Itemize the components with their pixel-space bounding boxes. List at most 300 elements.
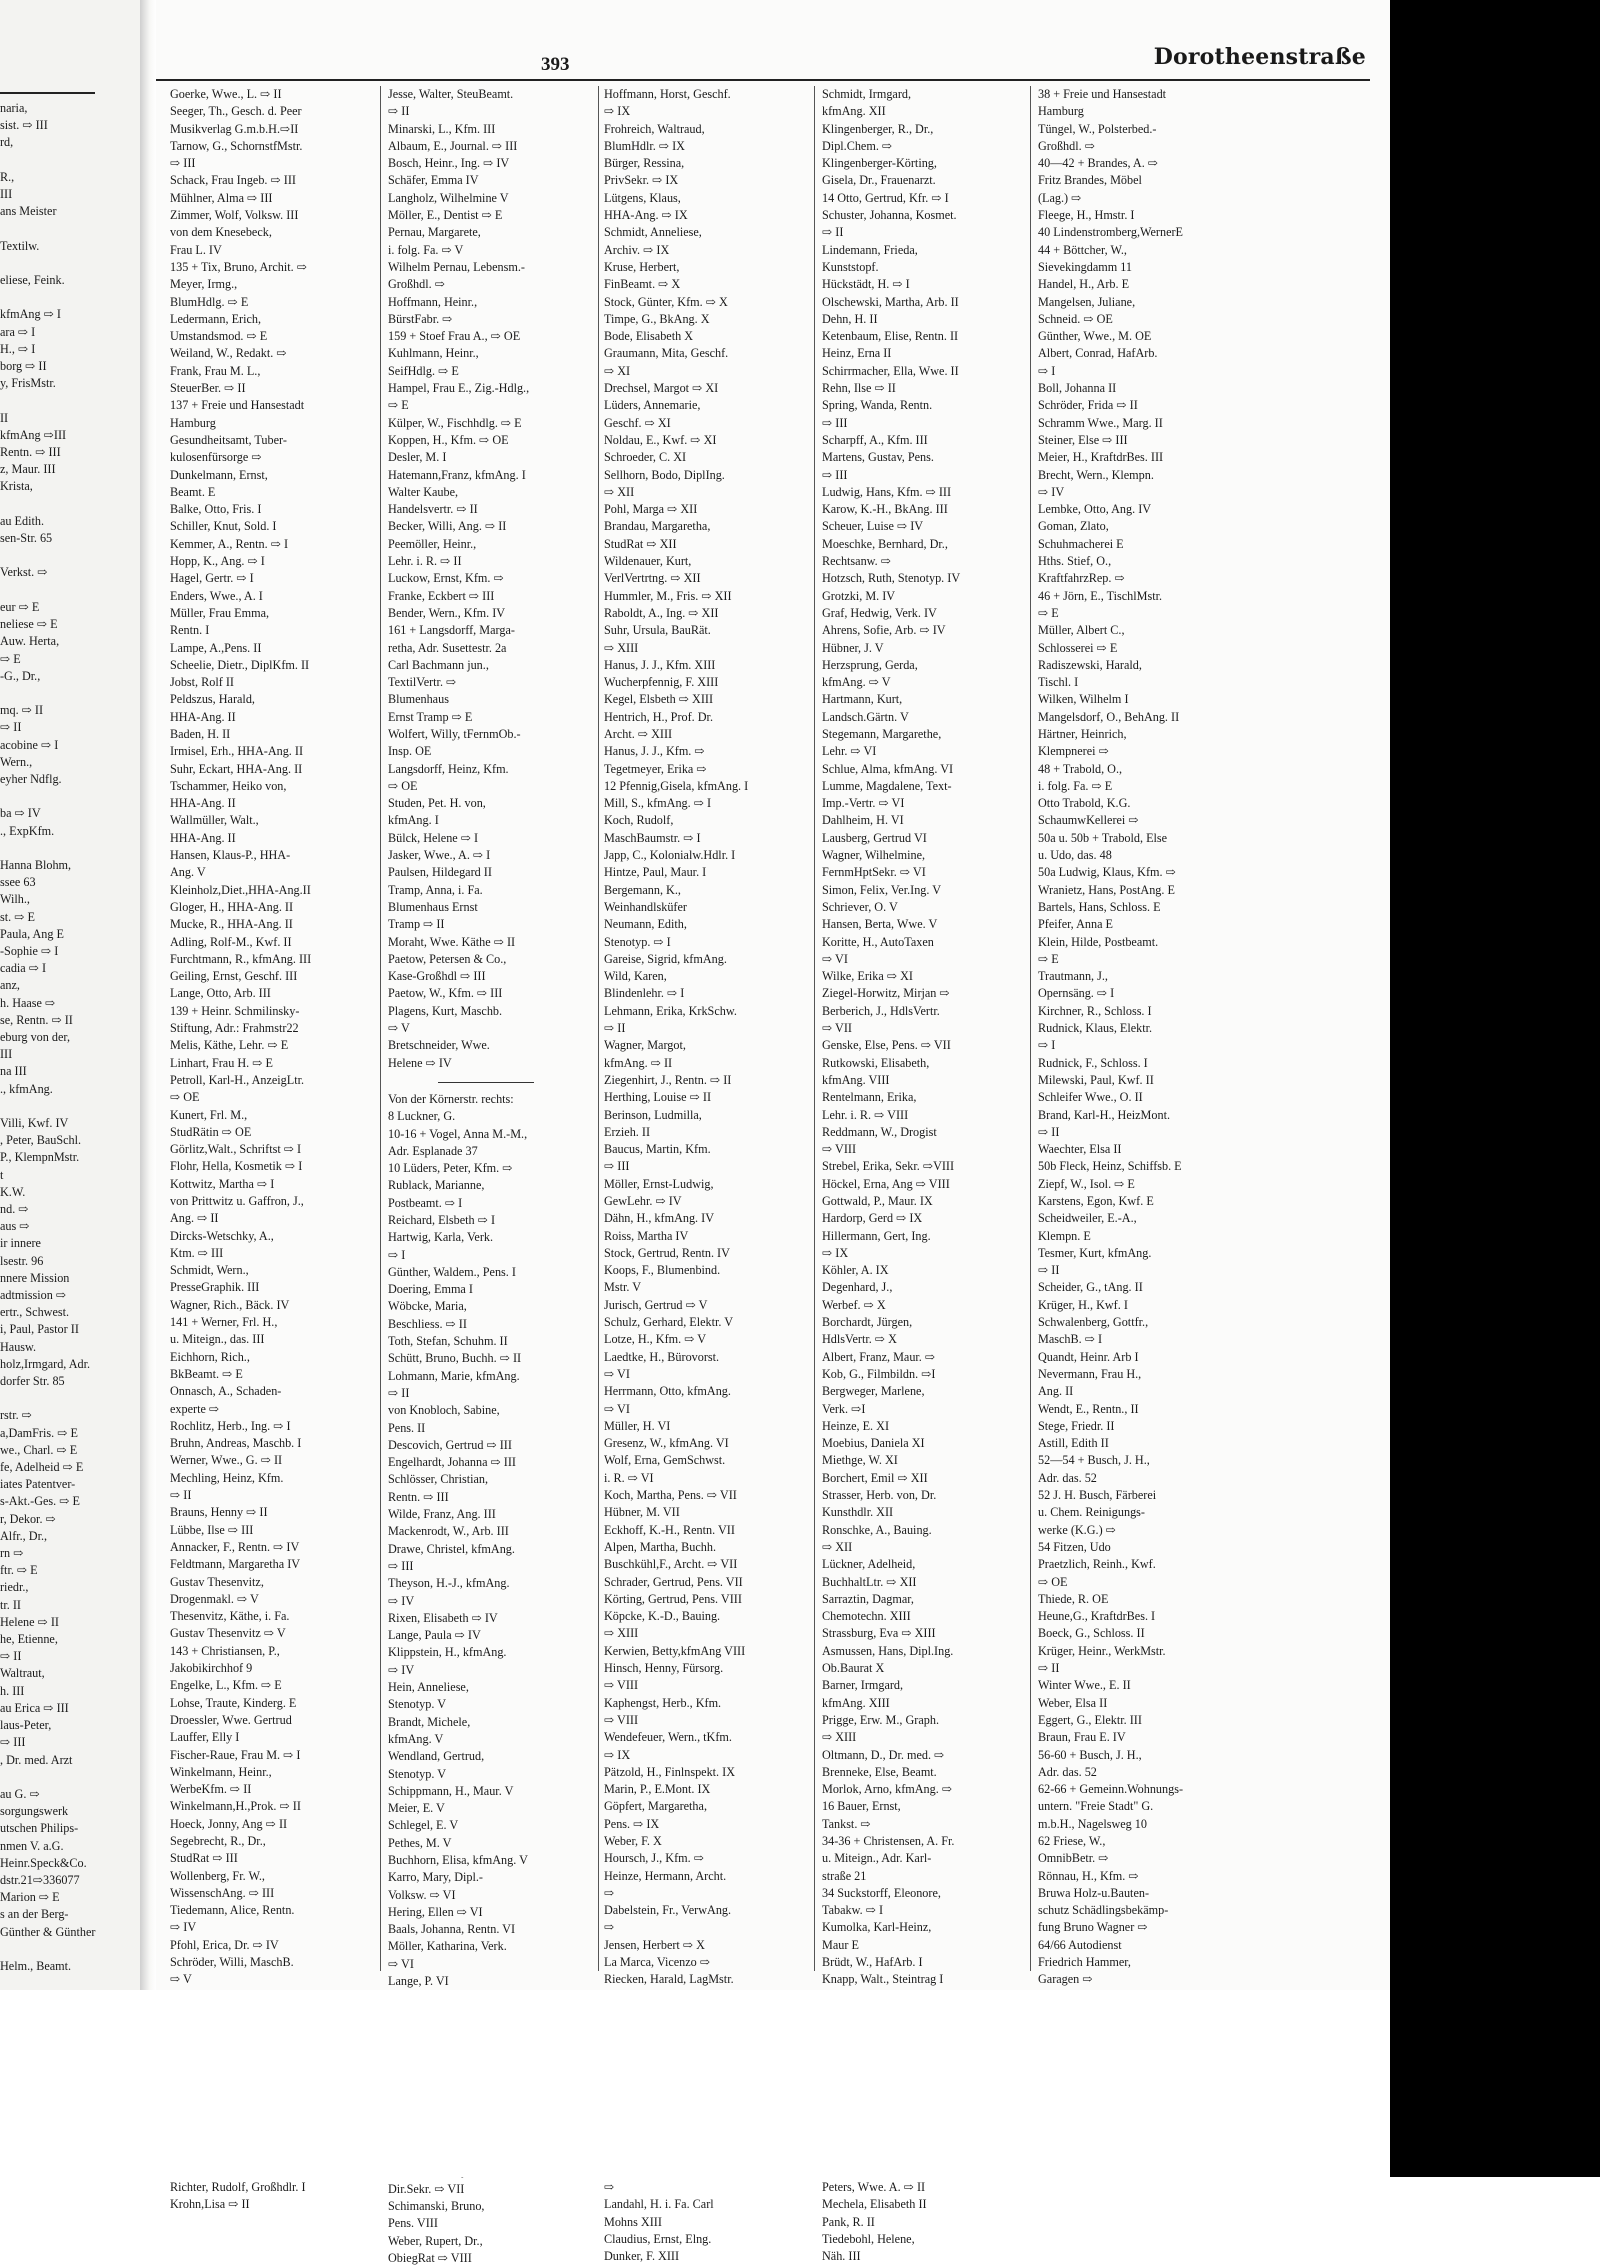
previous-page-line: Günther & Günther — [0, 1924, 96, 1939]
directory-entry-line: ⇨ II — [604, 1021, 626, 1036]
previous-page-line — [0, 1941, 140, 1958]
directory-entry-line: Mangelsdorf, O., BehAng. II — [1038, 709, 1180, 724]
directory-entry-line: Külper, W., Fischhdlg. ⇨ E — [388, 415, 522, 430]
directory-entry-line: Japp, C., Kolonialw.Hdlr. I — [604, 848, 736, 863]
directory-entry-line: Meyer, Irmg., — [170, 277, 238, 292]
directory-entry-line: Ketenbaum, Elise, Rentn. II — [822, 329, 959, 344]
directory-entry-line: Archiv. ⇨ IX — [604, 242, 670, 257]
directory-entry-line: Irmisel, Erh., HHA-Ang. II — [170, 744, 304, 759]
directory-entry-line: Köhler, A. IX — [822, 1263, 889, 1278]
directory-entry-line: Wilken, Wilhelm I — [1038, 692, 1129, 707]
directory-entry-line: Beamt. E — [170, 484, 216, 499]
previous-page-line: h. Haase ⇨ — [0, 995, 56, 1010]
directory-entry-line: Sarraztin, Dagmar, — [822, 1591, 914, 1606]
directory-entry-line: Tüngel, W., Polsterbed.- — [1038, 121, 1157, 136]
previous-page-line: ftr. ⇨ E — [0, 1563, 38, 1578]
directory-entry-line: KraftfahrzRep. ⇨ — [1038, 571, 1125, 586]
directory-entry-line: Ledermann, Erich, — [170, 311, 262, 326]
directory-entry-line: Spring, Wanda, Rentn. — [822, 398, 933, 413]
directory-entry-line: Hartmann, Kurt, — [822, 692, 903, 707]
directory-entry-line: Toth, Stefan, Schuhm. II — [388, 1334, 508, 1349]
directory-entry-line: Engelhardt, Johanna ⇨ III — [388, 1455, 516, 1470]
directory-entry-line: Balke, Otto, Fris. I — [170, 502, 262, 517]
directory-entry-line: Tankst. ⇨ — [822, 1816, 871, 1831]
directory-entry-line: BkBeamt. ⇨ E — [170, 1366, 243, 1381]
directory-entry-line: Krohn,Lisa ⇨ II — [170, 2197, 250, 2212]
directory-entry-line: Studen, Pet. H. von, — [388, 796, 486, 811]
directory-entry-line: kfmAng. XIII — [822, 1695, 890, 1710]
directory-entry-line: Adr. Esplanade 37 — [388, 1143, 478, 1158]
directory-entry-line: HHA-Ang. II — [170, 709, 236, 724]
previous-page-line: au G. ⇨ — [0, 1786, 40, 1801]
directory-entry-line: Mangelsen, Juliane, — [1038, 294, 1136, 309]
directory-entry-line: Albert, Franz, Maur. ⇨ — [822, 1349, 936, 1364]
directory-entry-line: Kuhlmann, Heinr., — [388, 346, 479, 361]
previous-page-line: rn ⇨ — [0, 1546, 24, 1561]
directory-entry-line: Günther, Waldem., Pens. I — [388, 1264, 516, 1279]
directory-entry-line: Theyson, H.-J., kfmAng. — [388, 1576, 510, 1591]
directory-entry-line: Dir.Sekr. ⇨ VII — [388, 2181, 465, 2196]
directory-entry-line: Tiedebohl, Helene, — [822, 2231, 915, 2246]
directory-entry-line: Handelsvertr. ⇨ II — [388, 502, 478, 517]
directory-entry-line: ⇨ XII — [604, 484, 635, 499]
directory-entry-line: Verk. ⇨I — [822, 1401, 866, 1416]
directory-entry-line: Herzsprung, Gerda, — [822, 657, 918, 672]
directory-entry-line: Pohl, Marga ⇨ XII — [604, 502, 698, 517]
directory-entry-line: ⇨ II — [822, 225, 844, 240]
directory-entry-line: ⇨ I — [1038, 363, 1056, 378]
directory-entry-line: Albert, Conrad, HafArb. — [1038, 346, 1158, 361]
directory-entry-line: ⇨ IV — [388, 1593, 415, 1608]
directory-entry-line: Schlegel, E. V — [388, 1818, 459, 1833]
directory-entry-line: Rentn. I — [170, 623, 210, 638]
directory-entry-line: Jensen, Herbert ⇨ X — [604, 1937, 705, 1952]
directory-entry-line: Koch, Rudolf, — [604, 813, 674, 828]
directory-entry-line: Buschkühl,F., Archt. ⇨ VII — [604, 1557, 738, 1572]
directory-entry-line: ⇨ VIII — [822, 1142, 857, 1157]
directory-entry-line: Hein, Anneliese, — [388, 1680, 469, 1695]
directory-entry-line: Raboldt, A., Ing. ⇨ XII — [604, 605, 719, 620]
directory-entry-line: Drechsel, Margot ⇨ XI — [604, 381, 719, 396]
directory-entry-line: Landahl, H. i. Fa. Carl — [604, 2197, 714, 2212]
previous-page-line: Hanna Blohm, — [0, 857, 72, 872]
previous-page-line — [0, 547, 140, 564]
directory-entry-line: Strebel, Erika, Sekr. ⇨VIII — [822, 1159, 955, 1174]
directory-entry-line: Wöbcke, Maria, — [388, 1299, 467, 1314]
directory-entry-line: Laedtke, H., Bürovorst. — [604, 1349, 720, 1364]
directory-entry-line: Heinz, Erna II — [822, 346, 892, 361]
directory-entry-line: Helene ⇨ IV — [388, 1055, 452, 1070]
directory-entry-line: BlumHdlg. ⇨ E — [170, 294, 249, 309]
previous-page-line: Hausw. — [0, 1339, 37, 1354]
previous-page-line — [0, 685, 140, 702]
directory-entry-line: Eichhorn, Rich., — [170, 1349, 250, 1364]
directory-entry-line: Herrmann, Otto, kfmAng. — [604, 1384, 731, 1399]
directory-entry-line: Tesmer, Kurt, kfmAng. — [1038, 1245, 1152, 1260]
directory-entry-line: ⇨ V — [388, 1021, 410, 1036]
directory-entry-line: Lindemann, Frieda, — [822, 242, 918, 257]
directory-entry-line: 62-66 + Gemeinn.Wohnungs- — [1038, 1782, 1184, 1797]
directory-entry-line: Werner, Wwe., G. ⇨ II — [170, 1453, 283, 1468]
directory-entry-line: Jakobikirchhof 9 — [170, 1661, 253, 1676]
directory-entry-line: Thesenvitz, Käthe, i. Fa. — [170, 1609, 290, 1624]
directory-entry-line: kfmAng. V — [388, 1731, 444, 1746]
directory-entry-line: Otto Trabold, K.G. — [1038, 796, 1131, 811]
directory-entry-line: Göpfert, Margaretha, — [604, 1799, 707, 1814]
directory-column-3 — [604, 86, 804, 2264]
directory-entry-line: Wagner, Margot, — [604, 1038, 686, 1053]
directory-entry-line: ⇨ E — [1038, 605, 1059, 620]
previous-page-line — [0, 496, 140, 513]
directory-entry-line: Braun, Frau E. IV — [1038, 1730, 1126, 1745]
directory-entry-line: Wildenauer, Kurt, — [604, 554, 692, 569]
directory-entry-line: Schütt, Bruno, Buchh. ⇨ II — [388, 1351, 522, 1366]
previous-page-line: s-Akt.-Ges. ⇨ E — [0, 1494, 80, 1509]
directory-entry-line: 46 + Jörn, E., TischlMstr. — [1038, 588, 1163, 603]
directory-entry-line: von dem Knesebeck, — [170, 225, 272, 240]
directory-entry-line: ⇨ VI — [388, 1956, 414, 1971]
directory-entry-line: Plagens, Kurt, Maschb. — [388, 1003, 503, 1018]
directory-entry-line: Lange, Paula ⇨ IV — [388, 1628, 481, 1643]
directory-entry-line: BuchhaltLtr. ⇨ XII — [822, 1574, 917, 1589]
previous-page-line: h. III — [0, 1683, 25, 1698]
directory-entry-line: Bode, Elisabeth X — [604, 329, 694, 344]
directory-entry-line: Imp.-Vertr. ⇨ VI — [822, 796, 905, 811]
directory-entry-line: Dahlheim, H. VI — [822, 813, 904, 828]
previous-page-line — [0, 840, 140, 857]
directory-entry-line: Dircks-Wetschky, A., — [170, 1228, 274, 1243]
directory-entry-line: Lehr. i. R. ⇨ VIII — [822, 1107, 909, 1122]
directory-entry-line: Rentn. ⇨ III — [388, 1489, 449, 1504]
directory-entry-line: Tramp, Anna, i. Fa. — [388, 882, 483, 897]
previous-page-line: ara ⇨ I — [0, 324, 36, 339]
directory-entry-line: m.b.H., Nagelsweg 10 — [1038, 1816, 1147, 1831]
directory-entry-line: Desler, M. I — [388, 450, 447, 465]
directory-entry-line: ⇨ XI — [604, 363, 631, 378]
directory-entry-line: Lohmann, Marie, kfmAng. — [388, 1368, 520, 1383]
directory-entry-line: Schrader, Gertrud, Pens. VII — [604, 1574, 743, 1589]
directory-entry-line: Lotze, H., Kfm. ⇨ V — [604, 1332, 707, 1347]
column-divider — [380, 86, 381, 1971]
directory-entry-line: Boeck, G., Schloss. II — [1038, 1626, 1145, 1641]
directory-entry-line: Wallmüller, Walt., — [170, 813, 259, 828]
directory-entry-line: Jasker, Wwe., A. ⇨ I — [388, 848, 491, 863]
previous-page-line — [0, 255, 140, 272]
directory-entry-line: Suhr, Eckart, HHA-Ang. II — [170, 761, 303, 776]
directory-entry-line: Peters, Wwe. A. ⇨ II — [822, 2179, 926, 2194]
previous-page-line: fe, Adelheid ⇨ E — [0, 1460, 84, 1475]
directory-entry-line: Köpcke, K.-D., Bauing. — [604, 1609, 721, 1624]
directory-entry-line: MaschBaumstr. ⇨ I — [604, 830, 701, 845]
directory-entry-line: 139 + Heinr. Schmilinsky- — [170, 1003, 300, 1018]
directory-entry-line: Pernau, Margarete, — [388, 225, 481, 240]
previous-page-line: riedr., — [0, 1580, 29, 1595]
directory-entry-line: Knapp, Walt., Steintrag I — [822, 1972, 944, 1987]
directory-entry-line: Frohreich, Waltraud, — [604, 121, 705, 136]
directory-entry-line: (Lag.) ⇨ — [1038, 190, 1082, 205]
directory-entry-line: ⇨ IX — [604, 104, 631, 119]
directory-entry-line: Lückner, Adelheid, — [822, 1557, 916, 1572]
directory-entry-line: Linhart, Frau H. ⇨ E — [170, 1055, 273, 1070]
directory-entry-line: Weber, F. X — [604, 1833, 662, 1848]
directory-entry-line: Pens. ⇨ IX — [604, 1816, 660, 1831]
directory-entry-line: Kleinholz,Diet.,HHA-Ang.II — [170, 882, 311, 897]
directory-entry-line: 135 + Tix, Bruno, Archit. ⇨ — [170, 259, 307, 274]
previous-page-line: -Sophie ⇨ I — [0, 943, 59, 958]
directory-entry-line: ⇨ II — [388, 104, 410, 119]
directory-entry-line: Schippmann, H., Maur. V — [388, 1783, 514, 1798]
directory-entry-line: ⇨ IV — [1038, 484, 1065, 499]
previous-page-line: au Erica ⇨ III — [0, 1700, 69, 1715]
directory-entry-line: Wendland, Gertrud, — [388, 1749, 485, 1764]
directory-entry-line: Rentelmann, Erika, — [822, 1090, 917, 1105]
directory-entry-line: Hübner, J. V — [822, 640, 884, 655]
directory-entry-line: Fischer-Raue, Frau M. ⇨ I — [170, 1747, 301, 1762]
directory-entry-line: Feldtmann, Margaretha IV — [170, 1557, 301, 1572]
previous-page-line: ertr., Schwest. — [0, 1305, 70, 1320]
directory-entry-line: Stock, Gertrud, Rentn. IV — [604, 1245, 730, 1260]
previous-page-line: -G., Dr., — [0, 668, 41, 683]
directory-entry-line: Ang. II — [1038, 1384, 1074, 1399]
directory-entry-line: Wagner, Wilhelmine, — [822, 848, 926, 863]
directory-entry-line: Koritte, H., AutoTaxen — [822, 934, 934, 949]
directory-entry-line: Kegel, Elsbeth ⇨ XIII — [604, 692, 714, 707]
directory-entry-line: ⇨ II — [1038, 1263, 1060, 1278]
previous-page-line: Krista, — [0, 479, 33, 494]
directory-entry-line: Hoeck, Jonny, Ang ⇨ II — [170, 1816, 288, 1831]
directory-entry-line: Fleege, H., Hmstr. I — [1038, 208, 1135, 223]
previous-page-line: neliese ⇨ E — [0, 617, 58, 632]
scanner-background — [1390, 0, 1600, 2177]
previous-page-line: t — [0, 1167, 4, 1182]
directory-entry-line: Wagner, Rich., Bäck. IV — [170, 1297, 290, 1312]
directory-entry-line: Rublack, Marianne, — [388, 1178, 485, 1193]
directory-entry-line: Bülck, Helene ⇨ I — [388, 830, 479, 845]
directory-entry-line: Weber, Rupert, Dr., — [388, 2233, 483, 2248]
directory-entry-line: Schuhmacherei E — [1038, 536, 1124, 551]
directory-entry-line: ⇨ XIII — [604, 1626, 639, 1641]
directory-entry-line: ⇨ IV — [170, 1920, 197, 1935]
directory-entry-line: Tramp ⇨ II — [388, 917, 445, 932]
directory-entry-line: Dabelstein, Fr., VerwAng. — [604, 1903, 732, 1918]
directory-entry-line: Schimanski, Bruno, — [388, 2198, 485, 2213]
previous-page-line — [0, 788, 140, 805]
directory-entry-line: Garagen ⇨ — [1038, 1972, 1093, 1987]
directory-entry-line: Hartwig, Karla, Verk. — [388, 1230, 494, 1245]
directory-entry-line: 38 + Freie und Hansestadt — [1038, 87, 1167, 101]
directory-entry-line: 54 Fitzen, Udo — [1038, 1539, 1111, 1554]
directory-entry-line: Pank, R. II — [822, 2214, 875, 2229]
directory-entry-line: Görlitz,Walt., Schriftst ⇨ I — [170, 1142, 302, 1157]
previous-page-line — [0, 1390, 140, 1407]
directory-entry-line: kfmAng. I — [388, 813, 439, 828]
directory-entry-line: Gustav Thesenvitz, — [170, 1574, 264, 1589]
directory-entry-line: Steiner, Else ⇨ III — [1038, 432, 1128, 447]
directory-entry-line: Möller, E., Dentist ⇨ E — [388, 208, 503, 223]
directory-entry-line: Lütgens, Klaus, — [604, 190, 681, 205]
directory-entry-line: Stenotyp. ⇨ I — [604, 934, 671, 949]
directory-entry-line: Moraht, Wwe. Käthe ⇨ II — [388, 934, 516, 949]
directory-entry-line: ⇨ II — [1038, 1124, 1060, 1139]
directory-entry-line: Brandau, Margaretha, — [604, 519, 711, 534]
header-rule — [156, 79, 1370, 81]
directory-entry-line: Alpen, Martha, Buchh. — [604, 1539, 717, 1554]
directory-entry-line: Praetzlich, Reinh., Kwf. — [1038, 1557, 1156, 1572]
directory-entry-line: 137 + Freie und Hansestadt — [170, 398, 305, 413]
directory-entry-line: Weinhandlsküfer — [604, 899, 687, 914]
directory-entry-line: Schirrmacher, Ella, Wwe. II — [822, 363, 959, 378]
directory-entry-line: Postbeamt. ⇨ I — [388, 1195, 463, 1210]
directory-entry-line: Kob, G., Filmbildn. ⇨I — [822, 1366, 936, 1381]
directory-entry-line: von Prittwitz u. Gaffron, J., — [170, 1194, 304, 1208]
directory-entry-line: Heinze, Hermann, Archt. — [604, 1868, 727, 1883]
directory-entry-line: Mackenrodt, W., Arb. III — [388, 1524, 509, 1539]
previous-page-line: dorfer Str. 85 — [0, 1374, 65, 1389]
directory-entry-line: Brüdt, W., HafArb. I — [822, 1955, 923, 1970]
directory-entry-line: Lehmann, Erika, KrkSchw. — [604, 1003, 737, 1018]
directory-entry-line: kfmAng. VIII — [822, 1072, 890, 1087]
directory-entry-line: Stiftung, Adr.: Frahmstr22 — [170, 1021, 299, 1036]
directory-entry-line: Goman, Zlato, — [1038, 519, 1109, 534]
directory-entry-line: Meier, H., KraftdrBes. III — [1038, 450, 1164, 465]
directory-entry-line: Graf, Hedwig, Verk. IV — [822, 605, 937, 620]
directory-entry-line: Winkelmann,H.,Prok. ⇨ II — [170, 1799, 301, 1814]
previous-page-line: nnere Mission — [0, 1270, 70, 1285]
directory-entry-line: 62 Friese, W., — [1038, 1833, 1106, 1848]
directory-entry-line: werke (K.G.) ⇨ — [1038, 1522, 1116, 1537]
directory-entry-line: SeifHdlg. ⇨ E — [388, 363, 459, 378]
directory-entry-line: Schroeder, C. XI — [604, 450, 687, 465]
directory-entry-line: Jurisch, Gertrud ⇨ V — [604, 1297, 708, 1312]
directory-entry-line: Karow, K.-H., BkAng. III — [822, 502, 948, 517]
directory-entry-line: Dähn, H., kfmAng. IV — [604, 1211, 715, 1226]
directory-entry-line: Doering, Emma I — [388, 1282, 473, 1297]
directory-entry-line: SteuerBer. ⇨ II — [170, 381, 246, 396]
directory-entry-line: Winkelmann, Heinr., — [170, 1764, 272, 1779]
directory-entry-line: Noldau, E., Kwf. ⇨ XI — [604, 432, 717, 447]
directory-entry-line: Großhdl. ⇨ — [388, 277, 445, 292]
previous-page-line: ., kfmAng. — [0, 1081, 53, 1096]
directory-entry-line: Friedrich Hammer, — [1038, 1955, 1131, 1970]
directory-entry-line: Tarnow, G., SchornstfMstr. — [170, 138, 303, 153]
directory-entry-line: ⇨ — [604, 1885, 615, 1900]
previous-page-line: eur ⇨ E — [0, 599, 40, 614]
previous-page-line: nmen V. a.G. — [0, 1838, 64, 1853]
directory-entry-line: Ziegenhirt, J., Rentn. ⇨ II — [604, 1072, 732, 1087]
directory-entry-line: Reichard, Elsbeth ⇨ I — [388, 1213, 496, 1227]
directory-entry-line: Adr. das. 52 — [1038, 1764, 1097, 1779]
directory-entry-line: Hopp, K., Ang. ⇨ I — [170, 554, 265, 569]
directory-entry-line: ⇨ — [604, 1920, 615, 1935]
directory-entry-line: Paetow, Petersen & Co., — [388, 951, 507, 966]
directory-entry-line: Tschammer, Heiko von, — [170, 778, 287, 793]
directory-entry-line: Hummler, M., Fris. ⇨ XII — [604, 588, 732, 603]
directory-entry-line: Näh. III — [822, 2249, 861, 2264]
previous-page-text — [0, 100, 140, 2164]
previous-page-line — [0, 152, 140, 169]
directory-entry-line: Kaphengst, Herb., Kfm. — [604, 1695, 722, 1710]
previous-page-line: s an der Berg- — [0, 1907, 69, 1922]
directory-entry-line: Wendt, E., Rentn., II — [1038, 1401, 1139, 1416]
directory-entry-line: 34-36 + Christensen, A. Fr. — [822, 1833, 955, 1848]
directory-entry-line: Gisela, Dr., Frauenarzt. — [822, 173, 936, 188]
directory-entry-line: Weber, Elsa II — [1038, 1695, 1108, 1710]
directory-entry-line: Blumenhaus — [388, 692, 449, 707]
directory-entry-line: Ob.Baurat X — [822, 1661, 885, 1676]
directory-entry-line: Ziegel-Horwitz, Mirjan ⇨ — [822, 986, 950, 1001]
directory-entry-line: MaschB. ⇨ I — [1038, 1332, 1103, 1347]
directory-entry-line: Mechling, Heinz, Kfm. — [170, 1470, 284, 1485]
directory-entry-line: Kottwitz, Martha ⇨ I — [170, 1176, 275, 1191]
directory-entry-line: Lehr. i. R. ⇨ II — [388, 554, 462, 569]
directory-entry-line: Brand, Karl-H., HeizMont. — [1038, 1107, 1170, 1122]
directory-entry-line: Insp. OE — [388, 744, 432, 759]
directory-entry-line: 40—42 + Brandes, A. ⇨ — [1038, 156, 1158, 171]
directory-entry-line: ⇨ IV — [388, 1662, 415, 1677]
previous-page-line: kfmAng ⇨III — [0, 427, 67, 442]
directory-entry-line: La Marca, Vicenzo ⇨ — [604, 1955, 711, 1970]
directory-entry-line: Seeger, Th., Gesch. d. Peer — [170, 104, 302, 119]
directory-entry-line: Hagel, Gertr. ⇨ I — [170, 571, 254, 586]
previous-page-line: dstr.21⇨336077 — [0, 1872, 80, 1887]
directory-entry-line: Bosch, Heinr., Ing. ⇨ IV — [388, 156, 510, 171]
directory-entry-line: ⇨ XII — [822, 1539, 853, 1554]
directory-entry-line: VerlVertrtng. ⇨ XII — [604, 571, 701, 586]
directory-entry-line: Claudius, Ernst, Elng. — [604, 2231, 712, 2246]
directory-entry-line: ⇨ XIII — [822, 1730, 857, 1745]
directory-entry-line: Enders, Wwe., A. I — [170, 588, 263, 603]
directory-entry-line: Rudnick, Klaus, Elektr. — [1038, 1021, 1153, 1036]
directory-entry-line: Asmussen, Hans, Dipl.Ing. — [822, 1643, 954, 1658]
previous-page-edge — [0, 0, 140, 1990]
directory-entry-line: Rochlitz, Herb., Ing. ⇨ I — [170, 1418, 291, 1433]
directory-entry-line: u. Chem. Reinigungs- — [1038, 1505, 1145, 1520]
directory-entry-line: Brauns, Henny ⇨ II — [170, 1505, 268, 1520]
directory-entry-line: Hanus, J. J., Kfm. XIII — [604, 657, 716, 672]
directory-entry-line: ⇨ — [604, 2179, 615, 2194]
directory-entry-line: Dunker, F. XIII — [604, 2249, 680, 2264]
previous-page-line: , Peter, BauSchl. — [0, 1133, 82, 1148]
directory-entry-line: Eggert, G., Elektr. III — [1038, 1712, 1142, 1727]
directory-entry-line: Klempn. E — [1038, 1228, 1091, 1243]
directory-entry-line: Schleifer Wwe., O. II — [1038, 1090, 1143, 1105]
directory-entry-line: HHA-Ang. II — [170, 796, 236, 811]
previous-page-line: Paula, Ang E — [0, 926, 64, 941]
directory-entry-line: Langsdorff, Heinz, Kfm. — [388, 761, 509, 776]
directory-entry-line: Weiland, W., Redakt. ⇨ — [170, 346, 287, 361]
directory-entry-line: Kunsthdlr. XII — [822, 1505, 894, 1520]
directory-entry-line: ⇨ VI — [822, 951, 848, 966]
book-gutter — [140, 0, 156, 1990]
previous-page-line: kfmAng ⇨ I — [0, 307, 61, 322]
previous-page-line: R., — [0, 169, 15, 184]
previous-page-line: Wilh., — [0, 892, 30, 907]
directory-entry-line: Oltmann, D., Dr. med. ⇨ — [822, 1747, 945, 1762]
directory-entry-line: 14 Otto, Gertrud, Kfr. ⇨ I — [822, 190, 949, 205]
directory-entry-line: Gresenz, W., kfmAng. VI — [604, 1436, 729, 1451]
directory-entry-line: Heune,G., KraftdrBes. I — [1038, 1609, 1156, 1624]
previous-page-top-rule — [0, 92, 95, 94]
directory-entry-line: 50a Ludwig, Klaus, Kfm. ⇨ — [1038, 865, 1176, 880]
directory-entry-line: Langholz, Wilhelmine V — [388, 190, 509, 205]
directory-entry-line: fung Bruno Wagner ⇨ — [1038, 1920, 1148, 1935]
directory-entry-line: Marin, P., E.Mont. IX — [604, 1782, 711, 1797]
previous-page-line: Auw. Herta, — [0, 634, 60, 649]
directory-entry-line: 143 + Christiansen, P., — [170, 1643, 280, 1658]
directory-entry-line: Scheelie, Dietr., DiplKfm. II — [170, 657, 310, 672]
directory-entry-line: Sievekingdamm 11 — [1038, 259, 1132, 274]
directory-entry-line: 10 Lüders, Peter, Kfm. ⇨ — [388, 1161, 513, 1176]
